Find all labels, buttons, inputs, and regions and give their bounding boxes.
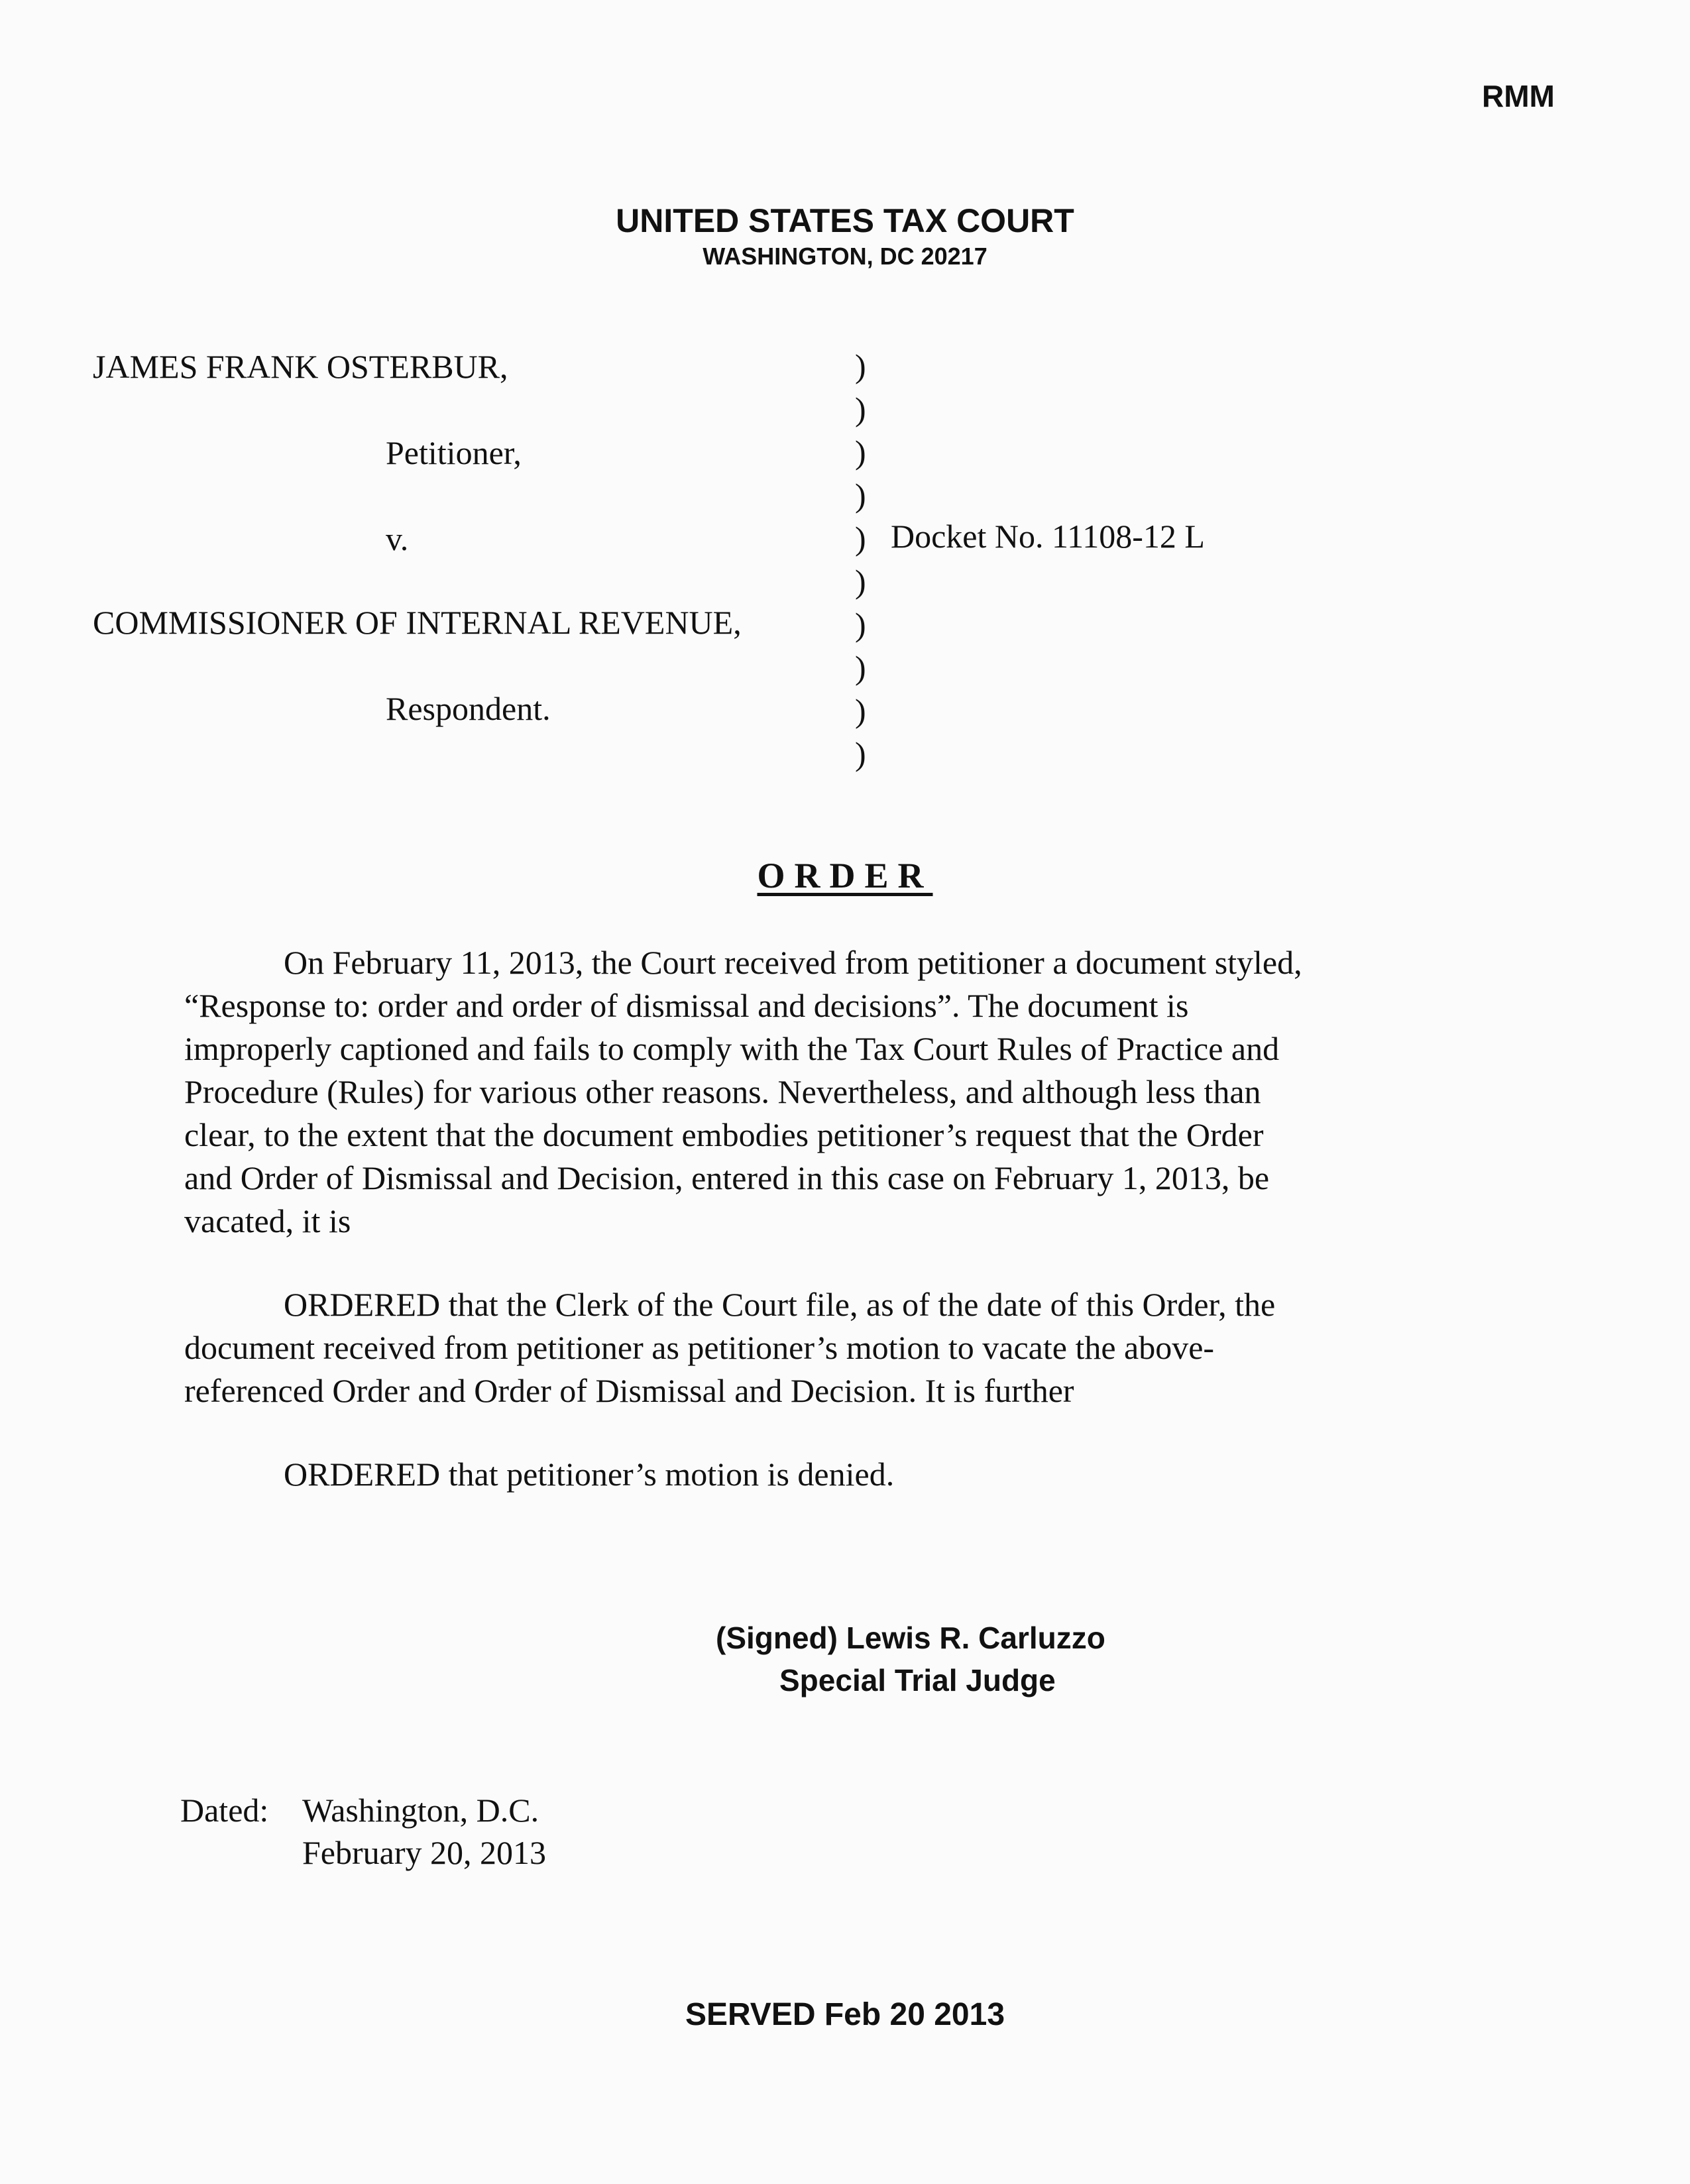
order-title xyxy=(0,855,1690,896)
judge-title: Special Trial Judge xyxy=(779,1663,1056,1697)
paragraph-line: document received from petitioner as petitioner’s motion to vacate the above- xyxy=(184,1329,1215,1366)
order-paragraph-1 xyxy=(184,941,1483,1243)
court-name: UNITED STATES TAX COURT xyxy=(616,202,1074,239)
order-paragraph-2 xyxy=(184,1283,1483,1412)
court-address: WASHINGTON, DC 20217 xyxy=(703,243,987,270)
caption-bracket-mark: ) xyxy=(855,477,866,514)
paragraph-line: improperly captioned and fails to comply with the Tax Court Rules of Practice and xyxy=(184,1030,1280,1067)
caption-bracket-mark: ) xyxy=(855,692,866,729)
caption-bracket-mark: ) xyxy=(855,520,866,557)
petitioner-role: Petitioner, xyxy=(386,434,522,471)
clerk-initials: RMM xyxy=(1482,79,1555,113)
paragraph-line: clear, to the extent that the document embodies petitioner’s request that the Order xyxy=(184,1116,1264,1153)
caption-bracket-mark: ) xyxy=(855,649,866,686)
petitioner-name: JAMES FRANK OSTERBUR, xyxy=(93,348,508,385)
judge-signature: (Signed) Lewis R. Carluzzo xyxy=(716,1621,1105,1655)
versus-label: v. xyxy=(386,520,409,557)
paragraph-line: referenced Order and Order of Dismissal and Decision. It is further xyxy=(184,1372,1074,1409)
caption-bracket xyxy=(855,345,881,776)
dated-place: Washington, D.C. xyxy=(302,1792,539,1829)
respondent-role: Respondent. xyxy=(386,690,551,727)
respondent-name: COMMISSIONER OF INTERNAL REVENUE, xyxy=(93,604,742,641)
dated-label: Dated: xyxy=(180,1792,269,1829)
order-paragraph-3 xyxy=(184,1453,1483,1496)
caption-bracket-mark: ) xyxy=(855,347,866,384)
caption-bracket-mark: ) xyxy=(855,606,866,643)
docket-number: Docket No. 11108-12 L xyxy=(891,518,1205,555)
paragraph-line: ORDERED that petitioner’s motion is denied. xyxy=(284,1456,895,1493)
caption-bracket-mark: ) xyxy=(855,735,866,772)
caption-bracket-mark: ) xyxy=(855,563,866,600)
dated-date: February 20, 2013 xyxy=(302,1834,546,1871)
paragraph-line: and Order of Dismissal and Decision, entered in this case on February 1, 2013, be xyxy=(184,1159,1270,1196)
caption-bracket-mark: ) xyxy=(855,390,866,428)
served-stamp: SERVED Feb 20 2013 xyxy=(685,1997,1005,2032)
paragraph-line: On February 11, 2013, the Court received from petitioner a document styled, xyxy=(284,944,1302,981)
paragraph-line: “Response to: order and order of dismissal and decisions”. The document is xyxy=(184,987,1189,1024)
order-title-text: ORDER xyxy=(757,856,933,895)
paragraph-line: Procedure (Rules) for various other reasons. Nevertheless, and although less than xyxy=(184,1073,1261,1110)
paragraph-line: vacated, it is xyxy=(184,1202,351,1239)
paragraph-line: ORDERED that the Clerk of the Court file, as of the date of this Order, the xyxy=(284,1286,1276,1323)
caption-bracket-mark: ) xyxy=(855,433,866,471)
